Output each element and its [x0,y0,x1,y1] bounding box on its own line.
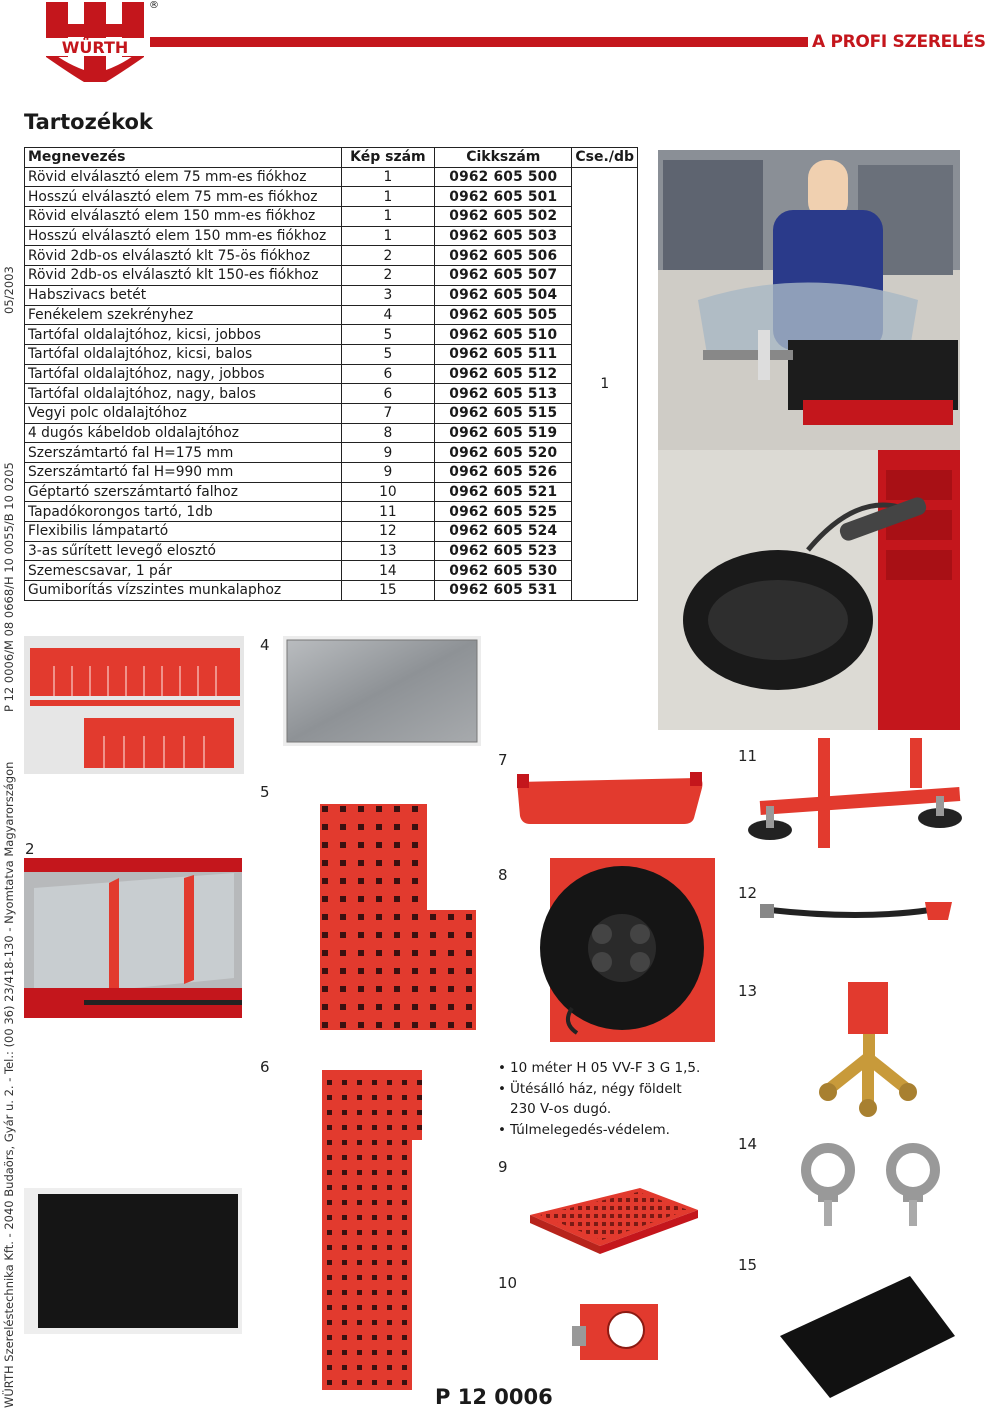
logo-text: WÜRTH [61,38,129,57]
figure-number-7: 7 [498,751,508,769]
cell-name: Flexibilis lámpatartó [25,522,342,542]
header-article-number: Cikkszám [435,148,572,168]
table-row [25,463,638,483]
cell-name: Szerszámtartó fal H=175 mm [25,443,342,463]
cell-article-number: 0962 605 507 [435,266,572,286]
cell-name: Fenékelem szekrényhez [25,305,342,325]
footer-page-code: P 12 0006 [435,1385,553,1409]
photo-eye-bolts [788,1140,960,1230]
cell-article-number: 0962 605 531 [435,581,572,601]
table-row [25,482,638,502]
cell-name: Hosszú elválasztó elem 150 mm-es fiókhoz [25,226,342,246]
side-company: WÜRTH Szereléstechnika Kft. - 2040 Budaörs, Gyár u. 2. - Tel.: (00 36) 23/418-130 - Nyomtatva Magyarországon [2,761,16,1408]
wurth-logo [42,0,148,95]
cell-image-number: 10 [341,482,435,502]
table-row [25,364,638,384]
table-row [25,246,638,266]
cell-image-number: 5 [341,325,435,345]
cell-article-number: 0962 605 510 [435,325,572,345]
cell-name: Tapadókorongos tartó, 1db [25,502,342,522]
cell-article-number: 0962 605 520 [435,443,572,463]
cell-image-number: 9 [341,443,435,463]
table-row [25,226,638,246]
cell-article-number: 0962 605 506 [435,246,572,266]
workbench-photo [658,150,960,730]
figure-number-10: 10 [498,1274,518,1292]
cell-article-number: 0962 605 515 [435,403,572,423]
photo-pegboard-large [262,1060,484,1398]
cell-image-number: 13 [341,541,435,561]
cell-name: Rövid elválasztó elem 150 mm-es fiókhoz [25,207,342,227]
side-codes: P 12 0006/M 08 0668/H 10 0055/B 10 0205 [2,462,16,712]
cell-article-number: 0962 605 519 [435,423,572,443]
table-row [25,344,638,364]
cell-image-number: 7 [341,403,435,423]
page-title: Tartozékok [24,110,153,134]
side-date: 05/2003 [2,266,16,314]
cell-image-number: 15 [341,581,435,601]
photo-machine-holder [570,1296,666,1370]
header-image-number: Kép szám [341,148,435,168]
cell-packaging: 1 [572,167,638,600]
cable-reel-notes [498,1058,700,1140]
cell-article-number: 0962 605 502 [435,207,572,227]
cell-article-number: 0962 605 505 [435,305,572,325]
cell-name: Tartófal oldalajtóhoz, kicsi, balos [25,344,342,364]
cell-image-number: 8 [341,423,435,443]
photo-suction-holder [740,738,960,854]
table-row [25,207,638,227]
cell-article-number: 0962 605 500 [435,167,572,187]
note-overheat: • Túlmelegedés-védelem. [498,1120,700,1141]
note-cable-spec: • 10 méter H 05 VV-F 3 G 1,5. [498,1058,700,1079]
cell-name: Géptartó szerszámtartó falhoz [25,482,342,502]
photo-dividers [24,636,244,774]
cell-image-number: 1 [341,226,435,246]
photo-chemical-shelf [512,770,708,830]
photo-foam-insert [24,1188,242,1334]
cell-article-number: 0962 605 504 [435,285,572,305]
cell-name: Szemescsavar, 1 pár [25,561,342,581]
cell-article-number: 0962 605 530 [435,561,572,581]
figure-number-5: 5 [260,783,270,801]
cell-image-number: 6 [341,384,435,404]
cell-name: Vegyi polc oldalajtóhoz [25,403,342,423]
cell-article-number: 0962 605 501 [435,187,572,207]
figure-number-13: 13 [738,982,758,1000]
table-row [25,305,638,325]
cell-name: Hosszú elválasztó elem 75 mm-es fiókhoz [25,187,342,207]
cell-article-number: 0962 605 512 [435,364,572,384]
table-row [25,581,638,601]
cell-image-number: 5 [341,344,435,364]
cell-image-number: 1 [341,187,435,207]
table-row [25,285,638,305]
cell-name: Tartófal oldalajtóhoz, kicsi, jobbos [25,325,342,345]
cell-article-number: 0962 605 513 [435,384,572,404]
cell-article-number: 0962 605 525 [435,502,572,522]
table-row [25,423,638,443]
note-housing-cont: 230 V-os dugó. [510,1101,612,1117]
table-row [25,325,638,345]
figure-number-9: 9 [498,1158,508,1176]
cell-name: Szerszámtartó fal H=990 mm [25,463,342,483]
cell-image-number: 9 [341,463,435,483]
photo-tool-wall [520,1180,706,1262]
figure-number-4: 4 [260,636,270,654]
figure-number-8: 8 [498,866,508,884]
cell-image-number: 12 [341,522,435,542]
cell-image-number: 6 [341,364,435,384]
figure-number-11: 11 [738,747,758,765]
cell-name: Habszivacs betét [25,285,342,305]
table-row [25,443,638,463]
table-row [25,266,638,286]
cell-article-number: 0962 605 523 [435,541,572,561]
header-slogan: A PROFI SZERELÉS [808,30,960,54]
side-info [0,0,20,1412]
cell-name: Rövid 2db-os elválasztó klt 75-ös fiókhoz [25,246,342,266]
photo-drawer [24,858,242,1018]
cell-image-number: 4 [341,305,435,325]
cell-name: Gumiborítás vízszintes munkalaphoz [25,581,342,601]
cell-article-number: 0962 605 511 [435,344,572,364]
table-row [25,541,638,561]
photo-air-distributor [788,980,960,1120]
table-row [25,522,638,542]
photo-pegboard-small [262,800,484,1048]
photo-rubber-mat [760,1256,960,1406]
figure-number-12: 12 [738,884,758,902]
table-row [25,502,638,522]
table-row [25,384,638,404]
photo-cable-reel [532,848,724,1044]
cell-article-number: 0962 605 526 [435,463,572,483]
cell-name: Rövid 2db-os elválasztó klt 150-es fiókhoz [25,266,342,286]
cell-image-number: 1 [341,167,435,187]
cell-image-number: 1 [341,207,435,227]
cell-article-number: 0962 605 503 [435,226,572,246]
figure-number-6: 6 [260,1058,270,1076]
cell-image-number: 14 [341,561,435,581]
table-header-row [25,148,638,168]
cell-image-number: 11 [341,502,435,522]
header-packaging: Cse./db [572,148,638,168]
accessories-table [24,147,638,601]
photo-base-plate [283,636,481,746]
table-row [25,187,638,207]
registered-mark: ® [149,0,159,11]
cell-image-number: 2 [341,266,435,286]
cell-image-number: 3 [341,285,435,305]
figure-number-15: 15 [738,1256,758,1274]
photo-lamp-holder [760,880,960,940]
header-name: Megnevezés [25,148,342,168]
table-row [25,167,638,187]
figure-number-14: 14 [738,1135,758,1153]
cell-name: 3-as sűrített levegő elosztó [25,541,342,561]
cell-name: Tartófal oldalajtóhoz, nagy, jobbos [25,364,342,384]
cell-image-number: 2 [341,246,435,266]
figure-number-2: 2 [25,840,35,858]
cell-name: Rövid elválasztó elem 75 mm-es fiókhoz [25,167,342,187]
cell-article-number: 0962 605 521 [435,482,572,502]
cell-name: 4 dugós kábeldob oldalajtóhoz [25,423,342,443]
table-row [25,403,638,423]
cell-article-number: 0962 605 524 [435,522,572,542]
cell-name: Tartófal oldalajtóhoz, nagy, balos [25,384,342,404]
table-row [25,561,638,581]
note-housing: • Ütésálló ház, négy földelt [498,1079,700,1100]
